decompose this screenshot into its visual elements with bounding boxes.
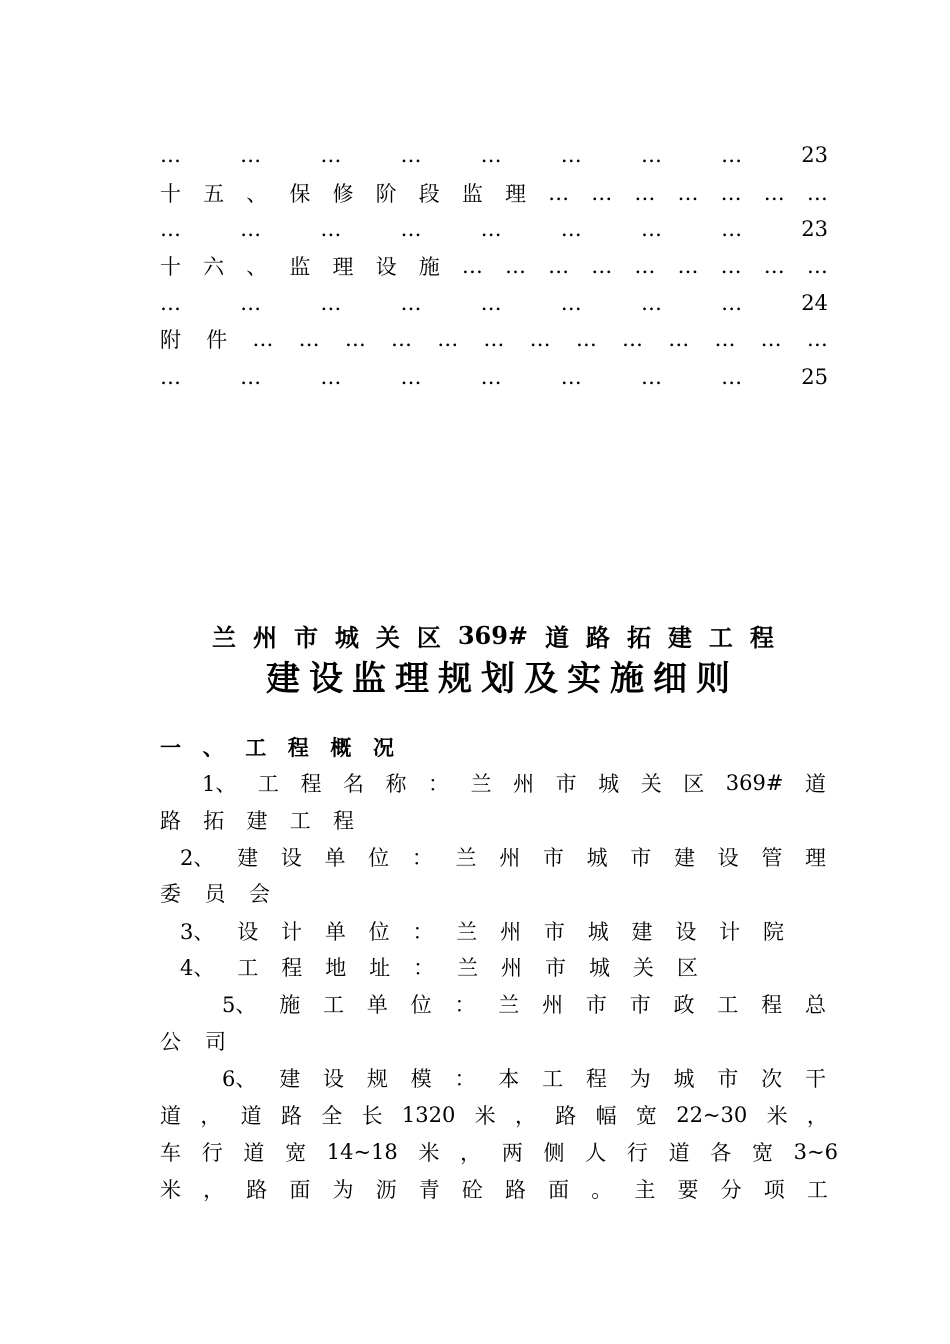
text-segment: 行 bbox=[201, 1141, 223, 1165]
text-segment: 市 bbox=[545, 956, 566, 980]
text-segment: 369# bbox=[725, 771, 784, 795]
text-segment: … bbox=[400, 217, 422, 241]
text-segment: … bbox=[634, 181, 656, 205]
text-segment: 设 bbox=[237, 920, 259, 944]
text-segment: 项 bbox=[763, 1178, 785, 1202]
text-segment: … bbox=[560, 217, 582, 241]
text-segment: … bbox=[298, 327, 320, 351]
text-segment: … bbox=[483, 327, 505, 351]
text-segment: 工 bbox=[717, 993, 739, 1017]
text-segment: 细 bbox=[653, 658, 687, 699]
text-segment: 市 bbox=[293, 622, 318, 652]
body-line-11 bbox=[160, 1137, 838, 1167]
text-segment: 建 bbox=[266, 658, 300, 699]
body-line-12 bbox=[160, 1174, 828, 1204]
text-segment: 修 bbox=[332, 182, 354, 206]
text-segment: 附 bbox=[160, 328, 181, 352]
text-segment: 程 bbox=[585, 1067, 607, 1091]
text-segment: … bbox=[400, 365, 422, 389]
text-segment: 1、 bbox=[202, 772, 237, 796]
text-segment: 理 bbox=[395, 658, 429, 699]
text-segment: … bbox=[160, 365, 181, 389]
text-segment: 监 bbox=[461, 182, 483, 206]
text-segment: 城 bbox=[598, 772, 620, 796]
text-segment: 规 bbox=[366, 1067, 388, 1091]
text-segment: 工 bbox=[245, 735, 267, 760]
text-segment: 要 bbox=[677, 1178, 699, 1202]
text-segment: 位 bbox=[410, 993, 432, 1017]
text-segment: 道 bbox=[804, 772, 826, 796]
text-segment: … bbox=[591, 181, 613, 205]
text-segment: 城 bbox=[587, 920, 609, 944]
text-segment: 城 bbox=[586, 846, 608, 870]
text-segment: … bbox=[461, 254, 483, 278]
body-line-9 bbox=[222, 1063, 826, 1093]
text-segment: 委 bbox=[160, 882, 181, 906]
text-segment: … bbox=[480, 143, 502, 167]
text-segment: 宽 bbox=[751, 1141, 773, 1165]
text-segment: 关 bbox=[640, 772, 662, 796]
text-segment: 、 bbox=[246, 182, 268, 206]
text-segment: 区 bbox=[416, 622, 441, 652]
text-segment: 24 bbox=[801, 291, 828, 315]
text-segment: … bbox=[480, 291, 502, 315]
text-segment: 城 bbox=[673, 1067, 695, 1091]
text-segment: 设 bbox=[323, 1067, 344, 1091]
text-segment: … bbox=[400, 291, 422, 315]
toc-line-3 bbox=[160, 214, 828, 244]
text-segment: … bbox=[668, 327, 690, 351]
text-segment: 州 bbox=[501, 956, 523, 980]
text-segment: … bbox=[677, 254, 699, 278]
text-segment: 5、 bbox=[222, 993, 257, 1017]
body-line-10 bbox=[160, 1100, 828, 1130]
text-segment: 城 bbox=[334, 622, 359, 652]
toc-line-7 bbox=[160, 362, 828, 392]
text-segment: 、 bbox=[202, 735, 224, 760]
text-segment: 4、 bbox=[180, 956, 215, 980]
text-segment: … bbox=[634, 254, 656, 278]
text-segment: … bbox=[721, 365, 743, 389]
text-segment: 工 bbox=[237, 956, 259, 980]
text-segment: 1320 bbox=[401, 1103, 456, 1127]
text-segment: 州 bbox=[500, 920, 522, 944]
text-segment: 工 bbox=[257, 772, 279, 796]
text-segment: 为 bbox=[332, 1178, 354, 1202]
text-segment: 道 bbox=[240, 1104, 262, 1128]
text-segment: 司 bbox=[205, 1030, 226, 1054]
text-segment: 计 bbox=[719, 920, 741, 944]
toc-line-5 bbox=[160, 288, 828, 318]
text-segment: 工 bbox=[708, 622, 733, 652]
text-segment: 市 bbox=[555, 772, 577, 796]
text-segment: 23 bbox=[801, 143, 828, 167]
text-segment: … bbox=[391, 327, 413, 351]
text-segment: … bbox=[320, 217, 342, 241]
text-segment: … bbox=[344, 327, 366, 351]
text-segment: 公 bbox=[160, 1030, 181, 1054]
text-segment: … bbox=[252, 327, 274, 351]
text-segment: 14~18 bbox=[326, 1140, 398, 1164]
text-segment: … bbox=[591, 254, 613, 278]
text-segment: 政 bbox=[673, 993, 695, 1017]
text-segment: … bbox=[763, 181, 785, 205]
text-segment: 设 bbox=[717, 846, 739, 870]
text-segment: … bbox=[480, 365, 502, 389]
text-segment: 设 bbox=[675, 920, 697, 944]
text-segment: 程 bbox=[281, 956, 303, 980]
text-segment: 程 bbox=[749, 622, 774, 652]
text-segment: 划 bbox=[481, 658, 515, 699]
text-segment: 监 bbox=[352, 658, 386, 699]
text-segment: 规 bbox=[438, 658, 472, 699]
text-segment: 米 bbox=[474, 1104, 496, 1128]
text-segment: 建 bbox=[237, 846, 259, 870]
text-segment: 米 bbox=[160, 1178, 181, 1202]
text-segment: 一 bbox=[160, 735, 181, 760]
text-segment: 面 bbox=[548, 1178, 570, 1202]
text-segment: 工 bbox=[289, 809, 311, 833]
text-segment: 管 bbox=[761, 846, 783, 870]
text-segment: 程 bbox=[761, 993, 783, 1017]
text-segment: 宽 bbox=[635, 1104, 657, 1128]
text-segment: … bbox=[240, 217, 262, 241]
text-segment: 理 bbox=[505, 182, 526, 206]
text-segment: 3、 bbox=[180, 920, 215, 944]
text-segment: … bbox=[480, 217, 502, 241]
text-segment: 则 bbox=[696, 658, 730, 699]
text-segment: … bbox=[560, 365, 582, 389]
text-segment: … bbox=[806, 181, 828, 205]
text-segment: 2、 bbox=[180, 846, 215, 870]
text-segment: 市 bbox=[542, 846, 564, 870]
text-segment: 本 bbox=[498, 1067, 520, 1091]
text-segment: … bbox=[640, 365, 662, 389]
text-segment: 保 bbox=[289, 182, 311, 206]
text-segment: 车 bbox=[160, 1141, 181, 1165]
text-segment: … bbox=[760, 327, 782, 351]
text-segment: 3~6 bbox=[793, 1140, 838, 1164]
text-segment: … bbox=[240, 143, 262, 167]
text-segment: 369# bbox=[457, 620, 529, 650]
body-line-1 bbox=[202, 768, 826, 798]
text-segment: 米 bbox=[766, 1104, 788, 1128]
text-segment: 设 bbox=[280, 846, 302, 870]
text-segment: 全 bbox=[321, 1104, 343, 1128]
text-segment: 位 bbox=[368, 920, 390, 944]
text-segment: 施 bbox=[610, 658, 644, 699]
text-segment: 。 bbox=[591, 1178, 613, 1202]
text-segment: … bbox=[400, 143, 422, 167]
text-segment: 称 bbox=[385, 772, 407, 796]
text-segment: ： bbox=[411, 846, 433, 870]
text-segment: 程 bbox=[333, 809, 354, 833]
text-segment: … bbox=[320, 365, 342, 389]
text-segment: 院 bbox=[762, 920, 784, 944]
text-segment: 关 bbox=[375, 622, 400, 652]
text-segment: 施 bbox=[418, 255, 440, 279]
text-segment: … bbox=[505, 254, 526, 278]
text-segment: 砼 bbox=[461, 1178, 483, 1202]
text-segment: … bbox=[437, 327, 459, 351]
toc-line-4 bbox=[160, 251, 828, 281]
text-segment: 设 bbox=[309, 658, 343, 699]
text-segment: ： bbox=[454, 993, 476, 1017]
text-segment: … bbox=[560, 291, 582, 315]
text-segment: … bbox=[640, 217, 662, 241]
text-segment: 监 bbox=[289, 255, 311, 279]
text-segment: 建 bbox=[279, 1067, 301, 1091]
body-line-3 bbox=[180, 842, 826, 872]
text-segment: 沥 bbox=[375, 1178, 397, 1202]
text-segment: … bbox=[240, 291, 262, 315]
text-segment: 路 bbox=[280, 1104, 302, 1128]
text-segment: 路 bbox=[555, 1104, 577, 1128]
text-segment: … bbox=[160, 291, 181, 315]
text-segment: … bbox=[560, 143, 582, 167]
text-segment: … bbox=[575, 327, 597, 351]
text-segment: 及 bbox=[524, 658, 558, 699]
text-segment: … bbox=[548, 254, 570, 278]
text-segment: 建 bbox=[631, 920, 653, 944]
text-segment: … bbox=[160, 143, 181, 167]
text-segment: … bbox=[714, 327, 736, 351]
text-segment: 建 bbox=[673, 846, 695, 870]
text-segment: 州 bbox=[252, 622, 277, 652]
text-segment: 路 bbox=[585, 622, 610, 652]
text-segment: 次 bbox=[761, 1067, 783, 1091]
text-segment: ： bbox=[428, 772, 450, 796]
text-segment: … bbox=[721, 143, 743, 167]
text-segment: 程 bbox=[287, 735, 309, 760]
text-segment: 两 bbox=[501, 1141, 523, 1165]
text-segment: 道 bbox=[243, 1141, 265, 1165]
text-segment: 、 bbox=[246, 255, 268, 279]
text-segment: … bbox=[548, 181, 570, 205]
text-segment: … bbox=[529, 327, 551, 351]
text-segment: 址 bbox=[369, 956, 391, 980]
text-segment: 拓 bbox=[626, 622, 651, 652]
text-segment: … bbox=[720, 181, 742, 205]
body-line-5 bbox=[180, 916, 784, 946]
text-segment: 州 bbox=[542, 993, 564, 1017]
text-segment: 程 bbox=[300, 772, 322, 796]
text-segment: 23 bbox=[801, 217, 828, 241]
text-segment: 工 bbox=[806, 1178, 828, 1202]
text-segment: … bbox=[640, 291, 662, 315]
text-segment: 实 bbox=[567, 658, 601, 699]
text-segment: 理 bbox=[332, 255, 354, 279]
text-segment: 道 bbox=[545, 622, 569, 652]
text-segment: ， bbox=[806, 1104, 828, 1128]
text-segment: … bbox=[622, 327, 644, 351]
text-segment: 市 bbox=[630, 846, 652, 870]
text-segment: 区 bbox=[676, 956, 698, 980]
text-segment: ， bbox=[514, 1104, 536, 1128]
text-segment: ： bbox=[412, 920, 434, 944]
text-segment: 概 bbox=[330, 735, 352, 760]
text-segment: 各 bbox=[710, 1141, 732, 1165]
text-segment: 干 bbox=[804, 1067, 826, 1091]
text-segment: 路 bbox=[505, 1178, 526, 1202]
text-segment: 6、 bbox=[222, 1067, 257, 1091]
text-segment: 面 bbox=[289, 1178, 311, 1202]
text-segment: … bbox=[721, 291, 743, 315]
text-segment: 宽 bbox=[285, 1141, 307, 1165]
text-segment: 拓 bbox=[203, 809, 225, 833]
text-segment: … bbox=[677, 181, 699, 205]
text-segment: 单 bbox=[324, 920, 346, 944]
text-segment: 工 bbox=[542, 1067, 564, 1091]
text-segment: … bbox=[320, 143, 342, 167]
text-segment: 路 bbox=[160, 809, 181, 833]
text-segment: 况 bbox=[372, 735, 394, 760]
text-segment: 关 bbox=[632, 956, 654, 980]
text-segment: 员 bbox=[204, 882, 226, 906]
text-segment: 兰 bbox=[470, 772, 492, 796]
text-segment: 兰 bbox=[456, 920, 478, 944]
text-segment: 长 bbox=[361, 1104, 383, 1128]
text-segment: 阶 bbox=[375, 182, 397, 206]
text-segment: … bbox=[160, 217, 181, 241]
text-segment: 22~30 bbox=[676, 1103, 748, 1127]
text-segment: 会 bbox=[249, 882, 270, 906]
toc-line-6 bbox=[160, 324, 828, 354]
text-segment: … bbox=[806, 327, 828, 351]
text-segment: … bbox=[320, 291, 342, 315]
text-segment: 建 bbox=[246, 809, 268, 833]
body-line-4 bbox=[160, 878, 270, 908]
body-line-2 bbox=[160, 805, 354, 835]
text-segment: 总 bbox=[804, 993, 826, 1017]
text-segment: 市 bbox=[585, 993, 607, 1017]
text-segment: ： bbox=[454, 1067, 476, 1091]
body-line-6 bbox=[180, 952, 698, 982]
text-segment: … bbox=[240, 365, 262, 389]
text-segment: 市 bbox=[629, 993, 651, 1017]
text-segment: 兰 bbox=[455, 846, 477, 870]
text-segment: 25 bbox=[801, 365, 828, 389]
text-segment: … bbox=[763, 254, 785, 278]
text-segment: 市 bbox=[543, 920, 565, 944]
text-segment: 名 bbox=[342, 772, 364, 796]
document-title-line1 bbox=[212, 618, 774, 652]
text-segment: … bbox=[640, 143, 662, 167]
text-segment: 件 bbox=[206, 328, 228, 352]
text-segment: 模 bbox=[410, 1067, 432, 1091]
text-segment: ， bbox=[200, 1104, 222, 1128]
text-segment: ： bbox=[413, 956, 435, 980]
text-segment: 兰 bbox=[457, 956, 479, 980]
text-segment: 市 bbox=[717, 1067, 739, 1091]
text-segment: 十 bbox=[160, 255, 181, 279]
toc-line-1 bbox=[160, 140, 828, 170]
body-line-7 bbox=[222, 989, 826, 1019]
section-heading bbox=[160, 732, 394, 762]
text-segment: 青 bbox=[418, 1178, 440, 1202]
text-segment: 区 bbox=[683, 772, 705, 796]
text-segment: 十 bbox=[160, 182, 181, 206]
text-segment: … bbox=[721, 217, 743, 241]
text-segment: 设 bbox=[375, 255, 397, 279]
text-segment: 兰 bbox=[212, 622, 236, 652]
text-segment: 段 bbox=[418, 182, 440, 206]
text-segment: 六 bbox=[203, 255, 225, 279]
text-segment: 道 bbox=[668, 1141, 690, 1165]
document-title-line2 bbox=[266, 652, 730, 698]
text-segment: 人 bbox=[585, 1141, 607, 1165]
text-segment: 州 bbox=[499, 846, 521, 870]
text-segment: 米 bbox=[418, 1141, 440, 1165]
text-segment: 主 bbox=[634, 1178, 656, 1202]
body-line-8 bbox=[160, 1026, 226, 1056]
text-segment: 行 bbox=[626, 1141, 648, 1165]
text-segment: ， bbox=[460, 1141, 482, 1165]
text-segment: 地 bbox=[325, 956, 347, 980]
text-segment: 城 bbox=[588, 956, 610, 980]
text-segment: 单 bbox=[366, 993, 388, 1017]
text-segment: 兰 bbox=[498, 993, 520, 1017]
text-segment: … bbox=[806, 254, 828, 278]
text-segment: 施 bbox=[279, 993, 301, 1017]
text-segment: 计 bbox=[281, 920, 302, 944]
text-segment: 建 bbox=[667, 622, 692, 652]
text-segment: 五 bbox=[203, 182, 225, 206]
text-segment: 幅 bbox=[595, 1104, 617, 1128]
text-segment: 侧 bbox=[543, 1141, 565, 1165]
text-segment: 工 bbox=[323, 993, 344, 1017]
text-segment: 位 bbox=[368, 846, 390, 870]
text-segment: … bbox=[720, 254, 742, 278]
text-segment: 道 bbox=[160, 1104, 181, 1128]
text-segment: 分 bbox=[720, 1178, 742, 1202]
text-segment: 单 bbox=[324, 846, 346, 870]
toc-line-2 bbox=[160, 178, 828, 208]
text-segment: 理 bbox=[805, 846, 826, 870]
text-segment: 州 bbox=[513, 772, 535, 796]
text-segment: 为 bbox=[629, 1067, 651, 1091]
text-segment: 路 bbox=[246, 1178, 268, 1202]
text-segment: ， bbox=[203, 1178, 225, 1202]
